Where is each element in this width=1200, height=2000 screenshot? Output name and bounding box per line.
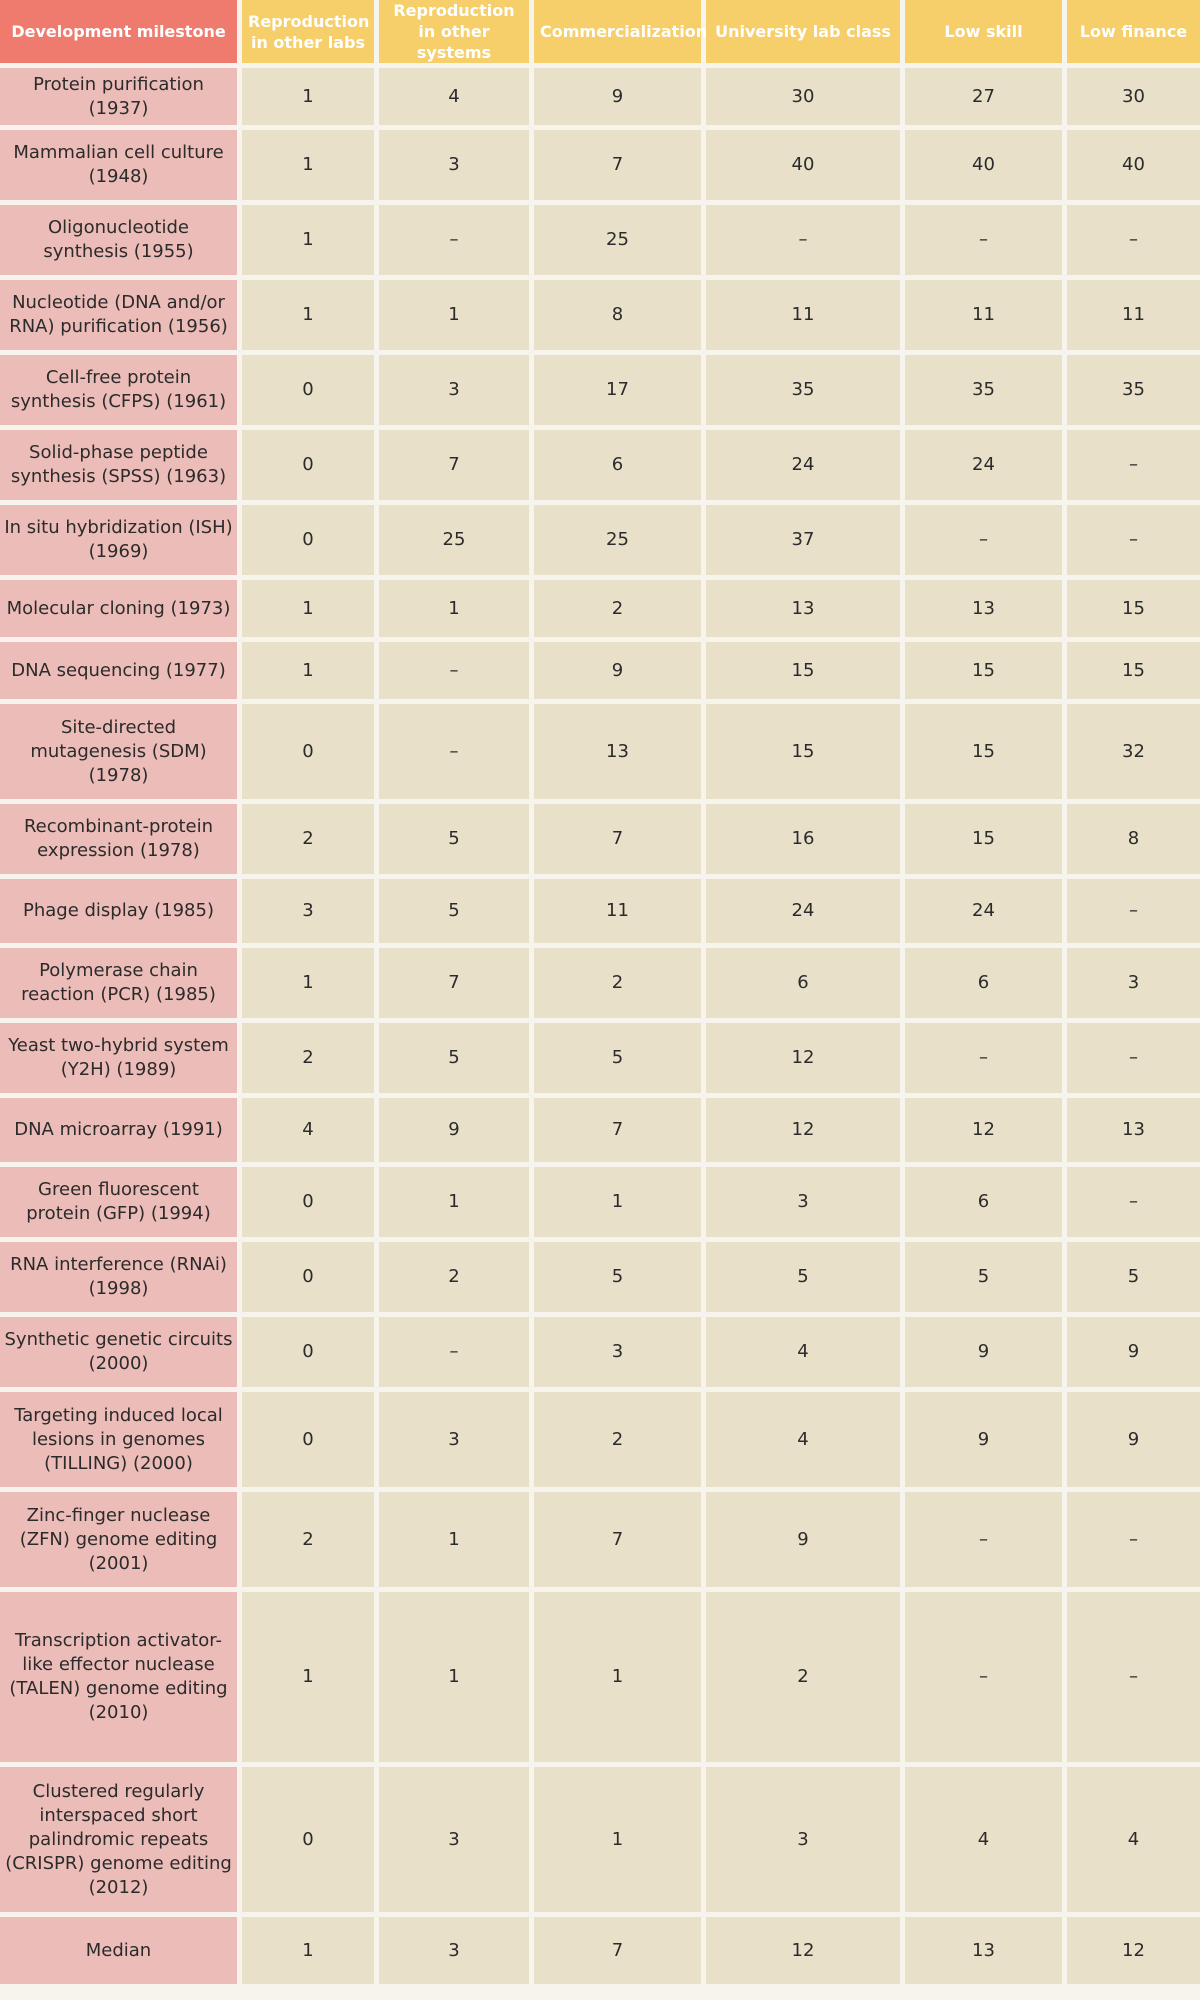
value-cell: 3 [706, 1167, 900, 1237]
table-row [0, 1492, 1200, 1587]
value-cell: 1 [379, 1592, 529, 1762]
value-cell: 3 [534, 1317, 701, 1387]
header-commercialization: Commercialization [534, 0, 701, 63]
value-cell: 4 [1067, 1767, 1200, 1912]
milestone-cell: RNA interference (RNAi) (1998) [0, 1242, 237, 1312]
value-cell: 2 [242, 804, 374, 874]
milestone-cell: Recombinant-protein expression (1978) [0, 804, 237, 874]
header-university-lab-class: University lab class [706, 0, 900, 63]
value-cell: 30 [706, 68, 900, 125]
value-cell: 24 [905, 430, 1062, 500]
value-cell: 5 [379, 879, 529, 943]
value-cell: 1 [242, 280, 374, 350]
value-cell: 9 [534, 68, 701, 125]
milestone-cell: Zinc-finger nuclease (ZFN) genome editing (2001) [0, 1492, 237, 1587]
value-cell: 4 [706, 1317, 900, 1387]
value-cell: 12 [905, 1098, 1062, 1162]
value-cell: 1 [379, 580, 529, 637]
value-cell: 24 [706, 879, 900, 943]
value-cell: 13 [905, 580, 1062, 637]
value-cell: 35 [905, 355, 1062, 425]
table-row [0, 879, 1200, 943]
milestone-cell: Mammalian cell culture (1948) [0, 130, 237, 200]
value-cell: – [379, 642, 529, 699]
value-cell: 5 [379, 804, 529, 874]
value-cell: 15 [1067, 642, 1200, 699]
milestone-cell: Clustered regularly interspaced short palindromic repeats (CRISPR) genome editing (2012) [0, 1767, 237, 1912]
value-cell: 25 [534, 505, 701, 575]
table-row [0, 1767, 1200, 1912]
value-cell: 1 [242, 580, 374, 637]
value-cell: 9 [706, 1492, 900, 1587]
value-cell: – [1067, 879, 1200, 943]
value-cell: 13 [534, 704, 701, 799]
milestone-cell: Protein purification (1937) [0, 68, 237, 125]
table-row [0, 948, 1200, 1018]
value-cell: – [905, 1592, 1062, 1762]
value-cell: 2 [379, 1242, 529, 1312]
table-row [0, 130, 1200, 200]
milestone-cell: DNA sequencing (1977) [0, 642, 237, 699]
value-cell: 6 [706, 948, 900, 1018]
value-cell: 9 [379, 1098, 529, 1162]
table-row [0, 1023, 1200, 1093]
value-cell: 37 [706, 505, 900, 575]
value-cell: 35 [1067, 355, 1200, 425]
median-value: 13 [905, 1917, 1062, 1984]
milestone-cell: Site-directed mutagenesis (SDM) (1978) [0, 704, 237, 799]
milestone-cell: Oligonucleotide synthesis (1955) [0, 205, 237, 275]
value-cell: 9 [534, 642, 701, 699]
value-cell: 7 [379, 948, 529, 1018]
value-cell: – [1067, 505, 1200, 575]
table-row [0, 68, 1200, 125]
value-cell: 2 [534, 1392, 701, 1487]
value-cell: 24 [706, 430, 900, 500]
median-label: Median [0, 1917, 237, 1984]
value-cell: 15 [706, 704, 900, 799]
value-cell: 5 [706, 1242, 900, 1312]
value-cell: 1 [379, 1167, 529, 1237]
value-cell: 0 [242, 1167, 374, 1237]
median-value: 3 [379, 1917, 529, 1984]
table-row [0, 704, 1200, 799]
value-cell: 40 [706, 130, 900, 200]
value-cell: 25 [534, 205, 701, 275]
value-cell: 15 [905, 642, 1062, 699]
table-row [0, 1098, 1200, 1162]
value-cell: 5 [534, 1023, 701, 1093]
value-cell: 6 [534, 430, 701, 500]
table-row [0, 1592, 1200, 1762]
milestone-cell: Transcription activator-like effector nuclease (TALEN) genome editing (2010) [0, 1592, 237, 1762]
value-cell: 7 [379, 430, 529, 500]
value-cell: 4 [706, 1392, 900, 1487]
table-row [0, 580, 1200, 637]
value-cell: 9 [905, 1317, 1062, 1387]
value-cell: – [379, 704, 529, 799]
median-value: 7 [534, 1917, 701, 1984]
value-cell: 15 [1067, 580, 1200, 637]
header-low-skill: Low skill [905, 0, 1062, 63]
value-cell: 1 [242, 68, 374, 125]
value-cell: – [379, 205, 529, 275]
value-cell: 0 [242, 1317, 374, 1387]
value-cell: 40 [1067, 130, 1200, 200]
value-cell: 24 [905, 879, 1062, 943]
milestone-cell: DNA microarray (1991) [0, 1098, 237, 1162]
value-cell: 3 [379, 355, 529, 425]
value-cell: 5 [905, 1242, 1062, 1312]
header-row [0, 0, 1200, 63]
table-row [0, 1242, 1200, 1312]
value-cell: 1 [534, 1167, 701, 1237]
value-cell: 1 [242, 130, 374, 200]
table-row [0, 642, 1200, 699]
milestone-cell: Yeast two-hybrid system (Y2H) (1989) [0, 1023, 237, 1093]
value-cell: 2 [242, 1492, 374, 1587]
milestone-cell: Solid-phase peptide synthesis (SPSS) (1963) [0, 430, 237, 500]
value-cell: 3 [242, 879, 374, 943]
value-cell: 1 [242, 948, 374, 1018]
value-cell: 2 [706, 1592, 900, 1762]
value-cell: – [1067, 205, 1200, 275]
value-cell: 9 [905, 1392, 1062, 1487]
value-cell: 3 [379, 1392, 529, 1487]
milestone-cell: Green fluorescent protein (GFP) (1994) [0, 1167, 237, 1237]
value-cell: 7 [534, 1098, 701, 1162]
value-cell: 3 [706, 1767, 900, 1912]
milestone-cell: In situ hybridization (ISH) (1969) [0, 505, 237, 575]
value-cell: 1 [379, 280, 529, 350]
value-cell: 35 [706, 355, 900, 425]
milestone-cell: Polymerase chain reaction (PCR) (1985) [0, 948, 237, 1018]
value-cell: – [1067, 1023, 1200, 1093]
table-row [0, 430, 1200, 500]
value-cell: 4 [905, 1767, 1062, 1912]
value-cell: 8 [534, 280, 701, 350]
milestone-cell: Cell-free protein synthesis (CFPS) (1961) [0, 355, 237, 425]
value-cell: 5 [1067, 1242, 1200, 1312]
milestone-cell: Molecular cloning (1973) [0, 580, 237, 637]
median-value: 12 [706, 1917, 900, 1984]
value-cell: – [706, 205, 900, 275]
value-cell: 3 [379, 130, 529, 200]
value-cell: 1 [379, 1492, 529, 1587]
header-milestone: Development milestone [0, 0, 237, 63]
value-cell: 11 [534, 879, 701, 943]
milestone-cell: Synthetic genetic circuits (2000) [0, 1317, 237, 1387]
value-cell: – [905, 505, 1062, 575]
value-cell: – [1067, 430, 1200, 500]
value-cell: 15 [905, 704, 1062, 799]
value-cell: 27 [905, 68, 1062, 125]
value-cell: – [1067, 1592, 1200, 1762]
value-cell: 13 [1067, 1098, 1200, 1162]
value-cell: 30 [1067, 68, 1200, 125]
value-cell: 11 [706, 280, 900, 350]
value-cell: 2 [534, 580, 701, 637]
value-cell: 4 [242, 1098, 374, 1162]
value-cell: 1 [534, 1592, 701, 1762]
table-row [0, 205, 1200, 275]
value-cell: 9 [1067, 1392, 1200, 1487]
value-cell: 0 [242, 704, 374, 799]
median-value: 12 [1067, 1917, 1200, 1984]
table-row [0, 505, 1200, 575]
table-row [0, 355, 1200, 425]
value-cell: 5 [379, 1023, 529, 1093]
value-cell: – [905, 1492, 1062, 1587]
table-row [0, 1167, 1200, 1237]
value-cell: 40 [905, 130, 1062, 200]
median-row [0, 1917, 1200, 1984]
milestone-cell: Phage display (1985) [0, 879, 237, 943]
value-cell: 0 [242, 355, 374, 425]
value-cell: 4 [379, 68, 529, 125]
value-cell: 17 [534, 355, 701, 425]
header-reproduction-systems: Reproduction in other systems [379, 0, 529, 63]
value-cell: 6 [905, 948, 1062, 1018]
value-cell: 5 [534, 1242, 701, 1312]
value-cell: 9 [1067, 1317, 1200, 1387]
header-low-finance: Low finance [1067, 0, 1200, 63]
value-cell: 1 [534, 1767, 701, 1912]
value-cell: 1 [242, 205, 374, 275]
value-cell: 11 [905, 280, 1062, 350]
value-cell: 11 [1067, 280, 1200, 350]
value-cell: 7 [534, 1492, 701, 1587]
value-cell: 1 [242, 1592, 374, 1762]
value-cell: 3 [1067, 948, 1200, 1018]
table-row [0, 280, 1200, 350]
value-cell: 0 [242, 430, 374, 500]
value-cell: 1 [242, 642, 374, 699]
value-cell: – [1067, 1492, 1200, 1587]
value-cell: 0 [242, 1767, 374, 1912]
value-cell: 25 [379, 505, 529, 575]
value-cell: 16 [706, 804, 900, 874]
value-cell: 15 [706, 642, 900, 699]
value-cell: 7 [534, 130, 701, 200]
value-cell: 0 [242, 1392, 374, 1487]
value-cell: 6 [905, 1167, 1062, 1237]
value-cell: 32 [1067, 704, 1200, 799]
value-cell: 12 [706, 1023, 900, 1093]
value-cell: 0 [242, 1242, 374, 1312]
value-cell: 8 [1067, 804, 1200, 874]
value-cell: 12 [706, 1098, 900, 1162]
median-value: 1 [242, 1917, 374, 1984]
value-cell: 13 [706, 580, 900, 637]
table-row [0, 1317, 1200, 1387]
value-cell: 0 [242, 505, 374, 575]
value-cell: 7 [534, 804, 701, 874]
value-cell: – [905, 1023, 1062, 1093]
table-row [0, 804, 1200, 874]
value-cell: 2 [534, 948, 701, 1018]
value-cell: 2 [242, 1023, 374, 1093]
value-cell: 3 [379, 1767, 529, 1912]
value-cell: – [1067, 1167, 1200, 1237]
table-row [0, 1392, 1200, 1487]
value-cell: 15 [905, 804, 1062, 874]
milestone-cell: Nucleotide (DNA and/or RNA) purification (1956) [0, 280, 237, 350]
value-cell: – [905, 205, 1062, 275]
value-cell: – [379, 1317, 529, 1387]
milestone-cell: Targeting induced local lesions in genomes (TILLING) (2000) [0, 1392, 237, 1487]
header-reproduction-labs: Reproduction in other labs [242, 0, 374, 63]
